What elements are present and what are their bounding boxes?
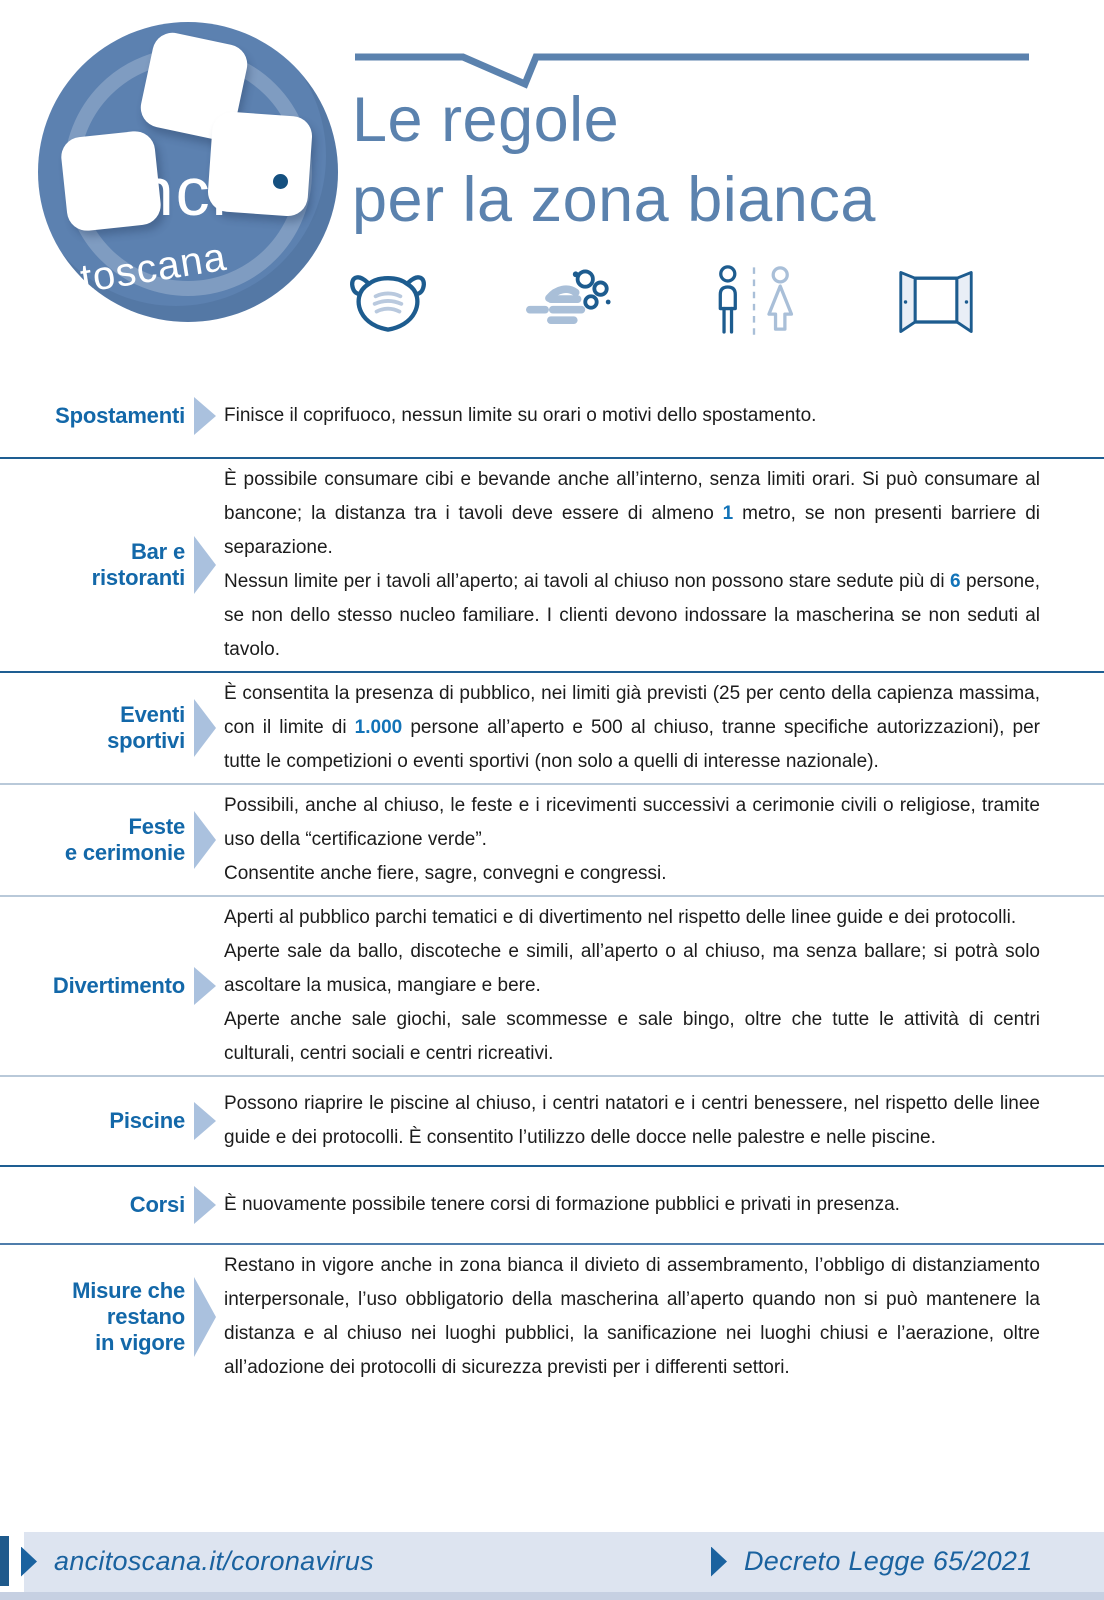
section-label-piscine: Piscine <box>109 1108 185 1133</box>
section-spostamenti <box>0 375 1104 457</box>
highlighted-number: 6 <box>950 571 961 592</box>
page-title-line1: Le regole <box>352 85 620 155</box>
section-paragraph: È possibile consumare cibi e bevande anche all’interno, senza limiti orari. Si può consumare al bancone; la distanza tra i tavoli deve essere di almeno 1 metro, se non presenti barriere di separazione. <box>224 469 1041 558</box>
section-bar-ristoranti <box>0 459 1104 671</box>
section-label-corsi: Corsi <box>129 1192 185 1217</box>
page-title-line2: per la zona bianca <box>352 165 876 235</box>
footer-decree-reference <box>711 1546 1033 1577</box>
logo-text-anci: anci <box>96 154 229 230</box>
section-paragraph: Possibili, anche al chiuso, le feste e i ricevimenti successivi a cerimonie civili o religiose, tramite uso della “certificazione verde”. <box>224 795 1040 850</box>
highlighted-number: 1 <box>722 503 734 524</box>
section-paragraph: Finisce il coprifuoco, nessun limite su orari o motivi dello spostamento. <box>224 405 817 426</box>
chevron-right-icon <box>194 967 216 1005</box>
section-label-feste-cerimonie: Feste e cerimonie <box>64 814 185 865</box>
section-paragraph: Aperti al pubblico parchi tematici e di divertimento nel rispetto delle linee guide e dei protocolli. <box>224 907 1017 928</box>
rules-list <box>0 375 1104 1389</box>
footer-arrow-icon <box>21 1547 37 1577</box>
chevron-right-icon <box>194 1277 216 1357</box>
logo-text-toscana: toscana <box>77 234 230 302</box>
footer-website-label: ancitoscana.it/coronavirus <box>54 1546 374 1576</box>
section-feste-cerimonie <box>0 785 1104 895</box>
section-label-misure-in-vigore: Misure che restano in vigore <box>72 1278 185 1355</box>
social-distancing-icon <box>710 264 798 340</box>
page-title <box>352 80 876 240</box>
section-paragraph: È nuovamente possibile tenere corsi di formazione pubblici e privati in presenza. <box>224 1194 900 1215</box>
section-corsi <box>0 1167 1104 1243</box>
section-paragraph: Restano in vigore anche in zona bianca il divieto di assembramento, l’obbligo di distanziamento interpersonale, l’uso obbligatorio della mascherina all’aperto quando non si può mantenere la distanza e al chiuso nei luoghi pubblici, la sanificazione nei luoghi chiusi e l’aerazione, oltre all’adozione dei protocolli di sicurezza previsti per i differenti settori. <box>224 1255 1040 1378</box>
footer-left-edge <box>0 1536 9 1586</box>
section-label-spostamenti: Spostamenti <box>55 403 185 428</box>
section-divertimento <box>0 897 1104 1075</box>
footer-decree-label: Decreto Legge 65/2021 <box>744 1546 1033 1576</box>
section-paragraph: È consentita la presenza di pubblico, nei limiti già previsti (25 per cento della capienza massima, con il limite di 1.000 persone all’aperto e 500 al chiuso, tranne specifiche autorizzazioni), per tutte le competizioni o eventi sportivi (non solo a quelli di interesse nazionale). <box>224 683 1040 772</box>
header <box>0 0 1104 375</box>
highlighted-number: 1.000 <box>354 717 403 738</box>
footer <box>0 1528 1104 1600</box>
section-label-divertimento: Divertimento <box>52 973 185 998</box>
section-piscine <box>0 1077 1104 1165</box>
chevron-right-icon <box>194 699 216 757</box>
section-paragraph: Aperte anche sale giochi, sale scommesse e sale bingo, oltre che tutte le attività di centri culturali, centri sociali e centri ricreativi. <box>224 1009 1040 1064</box>
anci-toscana-logo <box>38 22 338 322</box>
chevron-right-icon <box>194 1102 216 1140</box>
prevention-icons-row <box>348 252 976 352</box>
section-eventi-sportivi <box>0 673 1104 783</box>
section-misure-in-vigore <box>0 1245 1104 1389</box>
chevron-right-icon <box>194 811 216 869</box>
section-paragraph: Nessun limite per i tavoli all’aperto; ai tavoli al chiuso non possono stare sedute più di 6 persone, se non dello stesso nucleo familiare. I clienti devono indossare la mascherina se non seduti al tavolo. <box>224 571 1040 660</box>
chevron-right-icon <box>194 536 216 594</box>
section-label-bar-ristoranti: Bar e ristoranti <box>91 539 185 590</box>
section-paragraph: Aperte sale da ballo, discoteche e simili, all’aperto o al chiuso, ma senza ballare; si potrà solo ascoltare la musica, mangiare e bere. <box>224 941 1040 996</box>
footer-website-link[interactable] <box>21 1546 374 1577</box>
face-mask-icon <box>348 267 428 337</box>
section-paragraph: Possono riaprire le piscine al chiuso, i centri natatori e i centri benessere, nel rispetto delle linee guide e dei protocolli. È consentito l’utilizzo delle docce nelle palestre e nelle piscine. <box>224 1093 1040 1148</box>
footer-bottom-strip <box>0 1592 1104 1600</box>
logo-dot-icon <box>273 174 288 189</box>
section-paragraph: Consentite anche fiere, sagre, convegni e congressi. <box>224 863 667 884</box>
chevron-right-icon <box>194 397 216 435</box>
footer-arrow-icon <box>711 1547 727 1577</box>
open-window-icon <box>896 269 976 335</box>
section-label-eventi-sportivi: Eventi sportivi <box>107 702 185 753</box>
hand-washing-icon <box>526 266 612 338</box>
chevron-right-icon <box>194 1186 216 1224</box>
